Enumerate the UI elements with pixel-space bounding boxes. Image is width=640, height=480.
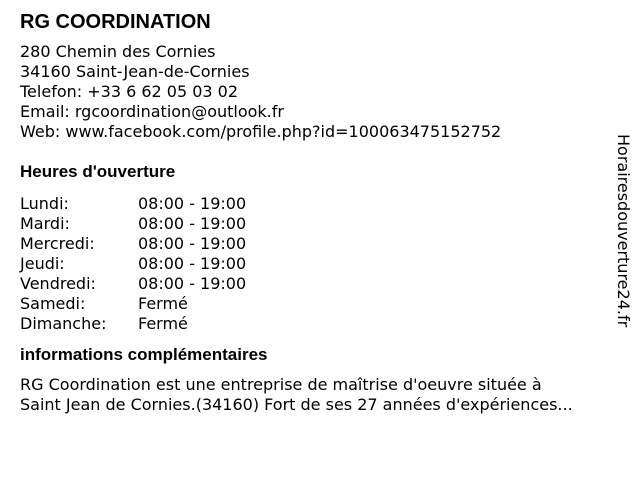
- time-value: 08:00 - 19:00: [138, 274, 247, 293]
- email-line: Email: rgcoordination@outlook.fr: [20, 102, 284, 121]
- site-brand-vertical: Horairesdouverture24.fr: [614, 134, 633, 328]
- description-line: RG Coordination est une entreprise de maîtrise d'oeuvre située à: [20, 375, 542, 394]
- hours-row-mercredi: [20, 234, 610, 254]
- time-value: Fermé: [138, 314, 188, 333]
- day-label: Dimanche:: [20, 314, 107, 333]
- hours-row-jeudi: [20, 254, 610, 274]
- postal-city: 34160 Saint-Jean-de-Cornies: [20, 62, 250, 81]
- business-card: [20, 8, 610, 415]
- day-label: Samedi:: [20, 294, 86, 313]
- phone-line: Telefon: +33 6 62 05 03 02: [20, 82, 239, 101]
- hours-row-mardi: [20, 214, 610, 234]
- day-label: Lundi:: [20, 194, 69, 213]
- time-value: 08:00 - 19:00: [138, 254, 247, 273]
- street-address: 280 Chemin des Cornies: [20, 42, 216, 61]
- time-value: 08:00 - 19:00: [138, 214, 247, 233]
- day-label: Vendredi:: [20, 274, 96, 293]
- day-label: Mardi:: [20, 214, 70, 233]
- time-value: 08:00 - 19:00: [138, 234, 247, 253]
- business-description: [20, 375, 610, 415]
- hours-row-samedi: [20, 294, 610, 314]
- hours-row-dimanche: [20, 314, 610, 334]
- opening-hours-table: [20, 194, 610, 334]
- description-line: Saint Jean de Cornies.(34160) Fort de ses 27 années d'expériences...: [20, 395, 573, 414]
- business-name: RG COORDINATION: [20, 11, 211, 33]
- day-label: Mercredi:: [20, 234, 95, 253]
- opening-hours-heading: Heures d'ouverture: [20, 162, 176, 181]
- additional-info-heading: informations complémentaires: [20, 345, 268, 364]
- time-value: Fermé: [138, 294, 188, 313]
- day-label: Jeudi:: [20, 254, 65, 273]
- hours-row-lundi: [20, 194, 610, 214]
- hours-row-vendredi: [20, 274, 610, 294]
- web-line: Web: www.facebook.com/profile.php?id=100063475152752: [20, 122, 502, 141]
- time-value: 08:00 - 19:00: [138, 194, 247, 213]
- address-block: [20, 42, 610, 142]
